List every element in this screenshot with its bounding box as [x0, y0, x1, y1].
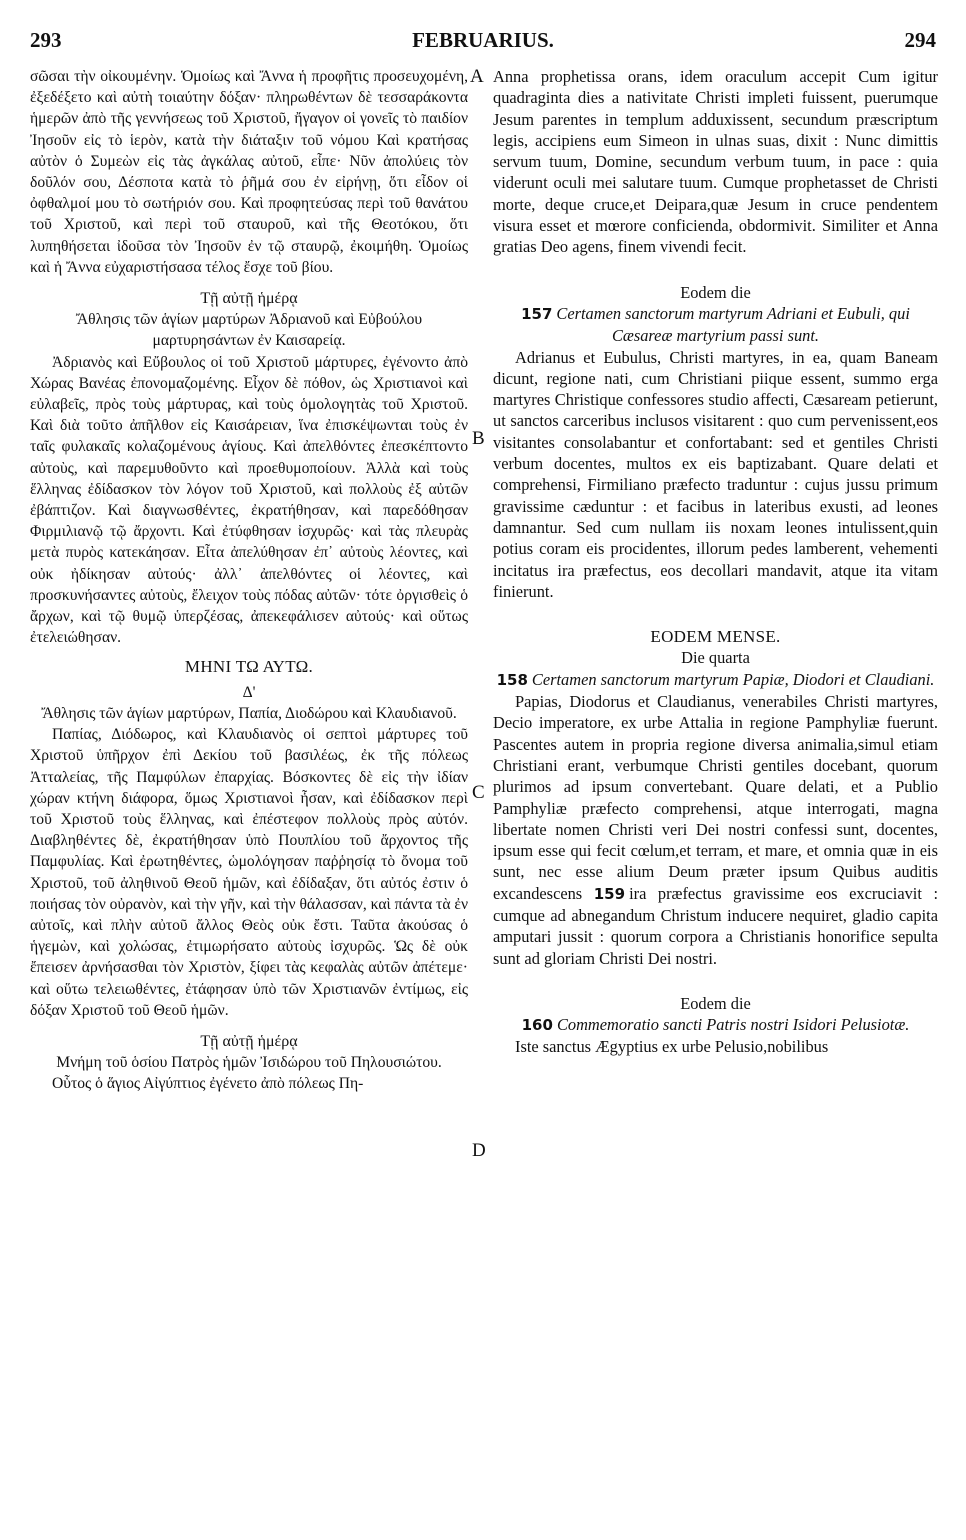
greek-column — [30, 66, 468, 1095]
running-title: FEBRUARIUS. — [412, 28, 554, 52]
greek-entry-title-1: Ἄθλησις τῶν ἁγίων μαρτύρων Ἀδριανοῦ καὶ Εὐβούλου μαρτυρησάντων ἐν Καισαρείᾳ. — [75, 311, 423, 350]
margin-letter-c: C — [472, 782, 485, 803]
greek-month-heading: ΜΗΝΙ ΤΩ ΑΥΤΩ. — [184, 657, 314, 677]
margin-letter-b: B — [472, 428, 485, 449]
greek-paragraph-3: Παπίας, Διόδωρος, καὶ Κλαυδιανὸς οἱ σεπτοὶ μάρτυρες τοῦ Χριστοῦ ὑπῆρχον ἐπὶ Δεκίου τοῦ βασιλέως, ἐκ τῆς πόλεως Ἀτταλείας, τῆς Παμφύλων ἐπαρχίας. Βόσκοντες δὲ εἰς τὴν ἰδίαν χώραν κτήνη διάφορα, ὅμως Χριστιανοὶ ἦσαν, καὶ ἐδίδασκον περὶ τοῦ Χριστοῦ τοὺς ἕλληνας, καὶ ἐπέστεφον πολλοὺς πρὸς αὐτόν. Διαβληθέντες δὲ, ἐκρατήθησαν ὑπὸ Πουπλίου τοῦ ἄρχοντος τῆς Παμφυλίας. Καὶ ἐρωτηθέντες, ὡμολόγησαν παῤῥησίᾳ τὸ ὄνομα τοῦ Χριστοῦ, τοῦ ἀληθινοῦ Θεοῦ ἡμῶν, καὶ ἐδίδαξαν, ὅτι αὐτός ἐστιν ὁ ποιήσας τὸν οὐρανὸν, καὶ τὴν γῆν, καὶ τὴν θάλασσαν, καὶ πάντα τὰ ἐν αὐτοῖς, καὶ πλὴν αὐτοῦ ἄλλος Θεὸς οὐκ ἔστι. Ταῦτα ἀκούσας ὁ ἡγεμὼν, καὶ χολώσας, ἐτιμωρήσατο αὐτοὺς ἰσχυρῶς. Ὡς δὲ οὐκ ἔπεισεν ἀρνήσασθαι τὸν Χριστὸν, ξίφει τὰς κεφαλὰς αὐτῶν ἀπέτεμε· καὶ οὕτω τελειωθέντες, ἐτάφησαν ὑπὸ τῶν Χριστιανῶν ἐντίμως, εἰς δόξαν Χριστοῦ τοῦ Θεοῦ ἡμῶν. — [30, 726, 468, 1019]
latin-paragraph-2: Adrianus et Eubulus, Christi martyres, in ea, quam Baneam dicunt, regione nati, cum Christiani piique essent, summo erga martyres Christique confessores studio affecti, Cæsaream petierunt, ut sanctos carceribus inclusos visitarent : quo cum pervenissent,eos visitantes consolabantur et confortabant: sed et gentiles Christi verbum docentes, multos ex eis baptizabant. Quare delati et comprehensi, Firmiliano præfecto traduntur : cujus jussu primum gravissime cæduntur : et facibus in lateribus exusti, ad leones damnantur. Sed cum nullam iis noxam leones intulissent,quin potius coram eis procidentes, illorum pedes lamberent, vehementi incitatus ira præfectus, eos decollari mandavit, atque ita vitam finierunt. — [493, 347, 938, 601]
latin-paragraph-4: Iste sanctus Ægyptius ex urbe Pelusio,nobilibus — [515, 1037, 829, 1057]
latin-paragraph-3-part-b: ira præfectus gravissime eos excruciavit : cumque ad abnegandum Christum inducere nequiret, gladio capita amputari jussit : quorum corpora a Christianis honorifice sepulta sunt ad gloriam Christi Dei nostri. — [493, 883, 938, 968]
entry-number-157: 157 — [521, 304, 553, 323]
greek-day-number: Δ' — [242, 683, 256, 701]
latin-entry-title-2 — [493, 669, 938, 691]
greek-paragraph-1: σῶσαι τὴν οἰκουμένην. Ὁμοίως καὶ Ἄννα ἡ προφῆτις προσευχομένη, ἐξεδέξετο καὶ αὐτὴ τοιαύτην δόξαν· πληρωθέντων δὲ τεσσαράκοντα ἡμερῶν ἀπὸ τῆς γεννήσεως τοῦ Χριστοῦ, ἤγαγον οἱ γονεῖς τὸ παιδίον Ἰησοῦν εἰς τὸ ἱερὸν, κατὰ τὴν διάταξιν τοῦ νόμου Καὶ κρατήσας αὐτὸν ὁ Συμεὼν εἰς τὰς ἀγκάλας αὐτοῦ, εἶπε· Νῦν ἀπολύεις τὸν δοῦλόν σου, Δέσποτα κατὰ τὸ ῥῆμά σου ἐν εἰρήνῃ, ὅτι εἶδον οἱ ὀφθαλμοί μου τὸ σωτήριόν σου. Καὶ προφητεύσας περὶ τοῦ θανάτου τοῦ Χριστοῦ, καὶ περὶ τοῦ σταυροῦ, καὶ τῆς Θεοτόκου, ὅτι λυπηθήσεται ἰδοῦσα τὸν Ἰησοῦν ἐν τῷ σταυρῷ, ἐκοιμήθη. Ὁμοίως καὶ ἡ Ἄννα εὐχαριστήσασα τέλος ἔσχε τοῦ βίου. — [30, 68, 468, 276]
greek-paragraph-2: Ἀδριανὸς καὶ Εὔβουλος οἱ τοῦ Χριστοῦ μάρτυρες, ἐγένοντο ἀπὸ Χώρας Βανέας ἐπονομαζομένης. Εἶχον δὲ πόθον, ὡς Χριστιανοὶ καὶ εὐλαβεῖς, πρὸς τοὺς μάρτυρας, καὶ τοὺς ὁμολογητὰς τοῦ Χριστοῦ. Καὶ διὰ τοῦτο ἀπῆλθον εἰς Καισάρειαν, ἵνα ἐπισκέψωνται τοὺς ἐν ταῖς φυλακαῖς κολαζομένους ἁγίους. Καὶ ἀπελθόντες ἐπεσκέπτοντο αὐτοὺς, καὶ παρεμυθοῦντο καὶ προεθυμοποίουν. Ἀλλὰ καὶ τοὺς ἕλληνας ἐδίδασκον τὸν λόγον τοῦ Χριστοῦ, καὶ πολλοὺς ἐξ αὐτῶν ἐβάπτιζον. Καὶ διαγνωσθέντες, ἐκρατήθησαν, καὶ παρεδόθησαν Φιρμιλιανῷ τῷ ἄρχοντι. Καὶ ἐτύφθησαν ἰσχυρῶς· καὶ τὰς πλευρὰς μετὰ πυρὸς κατεκάησαν. Εἶτα ἀπελύθησαν ἐπ᾽ αὐτοὺς λέοντες, καὶ οὐκ ἠδίκησαν αὐτούς· ἀλλ᾽ ἀπελθόντες οἱ λέοντες, καὶ προσκυνήσαντες αὐτοὺς, ἔλειχον τοὺς πόδας αὐτῶν· τότε ὀργισθεὶς ὁ ἄρχων, καὶ τῷ θυμῷ ὑπερζέσας, ἀπεκεφάλισεν αὐτούς· καὶ οὕτως ἐτελειώθησαν. — [30, 353, 468, 647]
page-number-right: 294 — [904, 28, 936, 52]
margin-letter-d: D — [472, 1140, 486, 1161]
greek-entry-title-3: Μνήμη τοῦ ὁσίου Πατρὸς ἡμῶν Ἰσιδώρου τοῦ Πηλουσιώτου. — [56, 1054, 442, 1072]
latin-day-number: Die quarta — [681, 648, 750, 668]
entry-number-158: 158 — [496, 670, 528, 689]
latin-title-text-3: Commemoratio sancti Patris nostri Isidori Pelusiotæ. — [556, 1015, 910, 1035]
latin-paragraph-3 — [493, 691, 938, 969]
latin-title-text-1: Certamen sanctorum martyrum Adriani et Eubuli, qui Cæsareæ martyrium passi sunt. — [556, 303, 910, 346]
latin-paragraph-1: Anna prophetissa orans, idem oraculum accepit Cum igitur quadraginta dies a nativitate Christi impleti fuissent, puerumque Jesum parentes in templum adduxissent, secundum præscriptum legis, accipiens eum Simeon in ulnas suas, dixit : Nunc dimittis servum tuum, Domine, secundum verbum tuum, in pace : quia viderunt oculi mei salutare tuum. Cumque prophetasset de Christi morte, deque cruce,et Deipara,quæ Jesum in cruce pendentem visura esset et mœrore conficienda, obdormivit. Similiter et Anna gratias Deo agens, finem vivendi fecit. — [493, 67, 938, 257]
latin-column — [493, 66, 938, 1058]
latin-title-text-2: Certamen sanctorum martyrum Papiæ, Diodori et Claudiani. — [531, 669, 935, 689]
entry-number-159: 159 — [593, 884, 626, 903]
latin-month-heading: EODEM MENSE. — [650, 627, 781, 647]
latin-paragraph-3-part-a: Papias, Diodorus et Claudianus, venerabiles Christi martyres, Decio imperatore, ex urbe Attalia in regione Pamphyliæ fuerunt. Pascentes autem in propria regione diversa animalia,simul etiam Christiani erant, verbumque Christi gentiles docebant, quorum plurimos ad ipsum convertebant. Quare delati, et a Publio Pamphyliæ præfecto comprehensi, atque interrogati, magna libertate nomen Christi veri Dei nostri confessi sunt, docentes, ipsum esse qui fecit cœlum,et terram, et mare, et omnia quæ in eis sunt, nec esse alium Deum præter ipsum Quibus auditis excandescens — [493, 692, 938, 903]
latin-entry-title-1 — [493, 303, 938, 347]
greek-day-heading-2: Τῇ αὐτῇ ἡμέρᾳ — [200, 1032, 298, 1050]
margin-letter-a: A — [470, 66, 484, 87]
latin-day-heading-1: Eodem die — [680, 282, 751, 302]
running-header — [30, 28, 936, 60]
greek-paragraph-4: Οὗτος ὁ ἅγιος Αἰγύπτιος ἐγένετο ἀπὸ πόλεως Πη- — [52, 1075, 364, 1093]
entry-number-160: 160 — [521, 1016, 553, 1035]
page-number-left: 293 — [30, 28, 62, 52]
greek-entry-title-2: Ἄθλησις τῶν ἁγίων μαρτύρων, Παπία, Διοδώρου καὶ Κλαυδιανοῦ. — [41, 704, 457, 722]
greek-day-heading-1: Τῇ αὐτῇ ἡμέρᾳ — [200, 290, 298, 308]
latin-day-heading-2: Eodem die — [680, 993, 751, 1013]
latin-entry-title-3 — [493, 1014, 938, 1036]
